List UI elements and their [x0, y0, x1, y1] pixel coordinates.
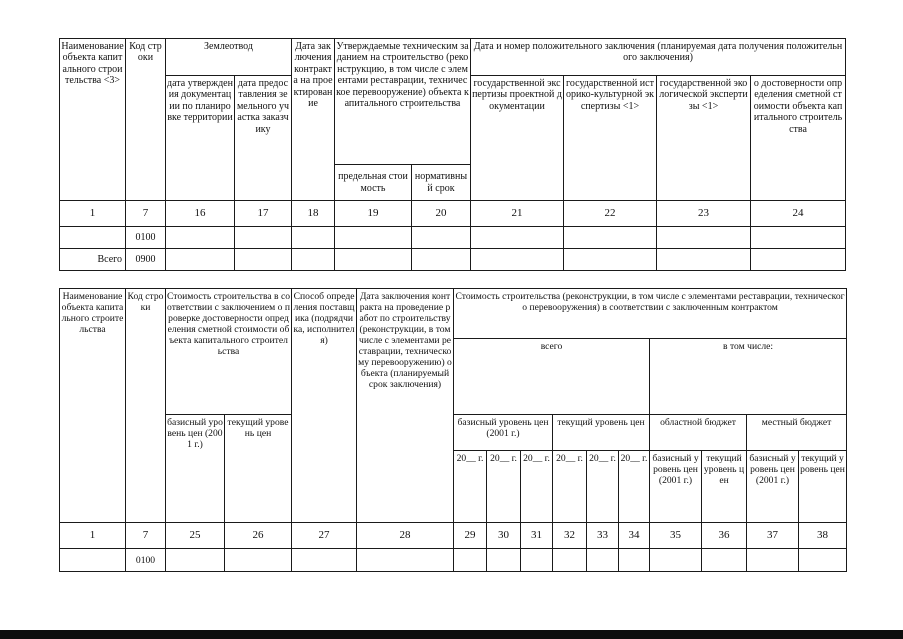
cell — [235, 249, 292, 271]
header-year: 20__ г. — [487, 451, 521, 523]
column-number: 31 — [521, 523, 553, 549]
cell — [487, 549, 521, 572]
table-row — [60, 227, 846, 249]
column-number: 7 — [126, 523, 166, 549]
header-local-base: базисный уровень цен (2001 г.) — [747, 451, 799, 523]
header-supplier-method: Способ определения поставщика (подрядчика, исполнителя) — [292, 289, 357, 523]
header-row-code: Код строки — [126, 289, 166, 523]
column-number: 30 — [487, 523, 521, 549]
column-number-row — [60, 523, 847, 549]
cell — [751, 249, 846, 271]
column-number: 19 — [335, 201, 412, 227]
column-number: 7 — [126, 201, 166, 227]
column-number: 17 — [235, 201, 292, 227]
header-object-name: Наименование объекта капитального строительства — [60, 289, 126, 523]
cell — [799, 549, 847, 572]
cell — [292, 227, 335, 249]
header-estimate-cost: Стоимость строительства в соответствии с заключением о проверке достоверности определения сметной стоимости объекта капитального строительства — [166, 289, 292, 415]
cell — [619, 549, 650, 572]
row-code: 0900 — [126, 249, 166, 271]
header-state-expertise: государственной экспертизы проектной документации — [471, 76, 564, 201]
column-number: 34 — [619, 523, 650, 549]
column-number: 1 — [60, 201, 126, 227]
column-number: 38 — [799, 523, 847, 549]
header-limit-cost: предельная стоимость — [335, 165, 412, 201]
column-number: 20 — [412, 201, 471, 227]
header-ecological-expertise: государственной экологической экспертизы <1> — [657, 76, 751, 201]
cell — [166, 549, 225, 572]
header-current-price-level: текущий уровень цен — [225, 415, 292, 523]
header-regional-budget: областной бюджет — [650, 415, 747, 451]
header-local-budget: местный бюджет — [747, 415, 847, 451]
cell — [166, 249, 235, 271]
column-number: 27 — [292, 523, 357, 549]
column-number: 22 — [564, 201, 657, 227]
cell — [292, 249, 335, 271]
cell — [335, 249, 412, 271]
header-land-allotment: Землеотвод — [166, 39, 292, 76]
header-historical-expertise: государственной историко-культурной экспертизы <1> — [564, 76, 657, 201]
cell — [471, 227, 564, 249]
column-number: 25 — [166, 523, 225, 549]
table-row — [60, 549, 847, 572]
column-number: 1 — [60, 523, 126, 549]
header-regional-base: базисный уровень цен (2001 г.) — [650, 451, 702, 523]
header-including: в том числе: — [650, 339, 847, 415]
header-year: 20__ г. — [553, 451, 587, 523]
column-number: 16 — [166, 201, 235, 227]
header-contract-cost: Стоимость строительства (реконструкции, в том числе с элементами реставрации, технического перевооружения) в соответствии с заключенным контрактом — [454, 289, 847, 339]
cell — [454, 549, 487, 572]
cell — [60, 227, 126, 249]
header-base-price-short: базисный уровень цен (2001 г.) — [454, 415, 553, 451]
cell — [471, 249, 564, 271]
header-total: всего — [454, 339, 650, 415]
cell — [60, 549, 126, 572]
header-year: 20__ г. — [521, 451, 553, 523]
header-positive-conclusion: Дата и номер положительного заключения (планируемая дата получения положительного заключения) — [471, 39, 846, 76]
cell — [412, 249, 471, 271]
cell — [235, 227, 292, 249]
cell — [564, 249, 657, 271]
cell — [357, 549, 454, 572]
cell — [657, 227, 751, 249]
header-works-contract-date: Дата заключения контракта на проведение работ по строительству (реконструкции, в том числе с элементами реставрации, техническому перевооружению) объекта (планируемый срок заключения) — [357, 289, 454, 523]
column-number: 37 — [747, 523, 799, 549]
header-normative-term: нормативный срок — [412, 165, 471, 201]
header-planning-approval-date: дата утверждения документации по планировке территории — [166, 76, 235, 201]
header-object-name: Наименование объекта капитального строительства <3> — [60, 39, 126, 201]
cell — [650, 549, 702, 572]
column-number: 26 — [225, 523, 292, 549]
cell — [225, 549, 292, 572]
header-row-code: Код строки — [126, 39, 166, 201]
cell — [564, 227, 657, 249]
header-land-provision-date: дата предоставления земельного участка заказчику — [235, 76, 292, 201]
column-number: 33 — [587, 523, 619, 549]
row-code: 0100 — [126, 549, 166, 572]
column-number: 18 — [292, 201, 335, 227]
cell — [702, 549, 747, 572]
cell — [166, 227, 235, 249]
column-number: 24 — [751, 201, 846, 227]
column-number: 29 — [454, 523, 487, 549]
total-label: Всего — [60, 249, 126, 271]
cell — [521, 549, 553, 572]
table-row-total — [60, 249, 846, 271]
column-number: 32 — [553, 523, 587, 549]
header-estimate-reliability: о достоверности определения сметной стоимости объекта капитального строительства — [751, 76, 846, 201]
column-number: 28 — [357, 523, 454, 549]
cell — [553, 549, 587, 572]
column-number: 36 — [702, 523, 747, 549]
header-approved-terms: Утверждаемые техническим заданием на строительство (реконструкцию, в том числе с элементами реставрации, техническое перевооружение) объекта капитального строительства — [335, 39, 471, 165]
capital-construction-table-1 — [59, 38, 846, 271]
cell — [587, 549, 619, 572]
column-number-row — [60, 201, 846, 227]
cell — [292, 549, 357, 572]
cell — [751, 227, 846, 249]
header-year: 20__ г. — [619, 451, 650, 523]
header-year: 20__ г. — [454, 451, 487, 523]
column-number: 23 — [657, 201, 751, 227]
row-code: 0100 — [126, 227, 166, 249]
cell — [412, 227, 471, 249]
column-number: 21 — [471, 201, 564, 227]
header-base-price-level: базисный уровень цен (2001 г.) — [166, 415, 225, 523]
cell — [335, 227, 412, 249]
cell — [747, 549, 799, 572]
cell — [657, 249, 751, 271]
header-current-price-short: текущий уровень цен — [553, 415, 650, 451]
header-year: 20__ г. — [587, 451, 619, 523]
scan-edge-bar — [0, 630, 903, 639]
header-regional-current: текущий уровень цен — [702, 451, 747, 523]
column-number: 35 — [650, 523, 702, 549]
header-design-contract-date: Дата заключения контракта на проектирование — [292, 39, 335, 201]
capital-construction-table-2 — [59, 288, 847, 572]
header-local-current: текущий уровень цен — [799, 451, 847, 523]
